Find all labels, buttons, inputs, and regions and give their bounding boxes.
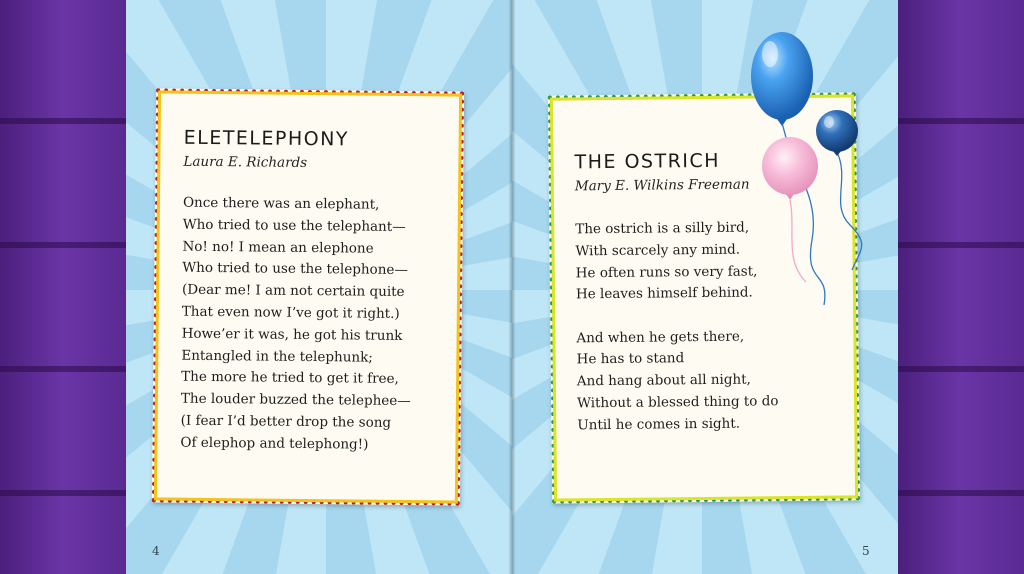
page-number-right: 5: [862, 544, 870, 558]
poem-author: Mary E. Wilkins Freeman: [574, 176, 750, 195]
poem-line: The ostrich is a silly bird,: [575, 219, 750, 238]
poem-line: And when he gets there,: [576, 328, 745, 347]
poem-line: He leaves himself behind.: [575, 284, 753, 303]
poem-title: THE OSTRICH: [574, 149, 721, 174]
poem-line: (I fear I’d better drop the song: [180, 412, 392, 431]
poem-line: With scarcely any mind.: [575, 241, 741, 260]
balloons-illustration: [740, 20, 880, 310]
poem-title: ELETELEPHONY: [183, 126, 350, 151]
balloon-icon: [751, 32, 813, 126]
poem-author: Laura E. Richards: [183, 153, 308, 171]
book-spine: [509, 0, 515, 574]
poem-line: Once there was an elephant,: [182, 194, 380, 213]
poem-line: He has to stand: [576, 350, 685, 368]
poem-line: The louder buzzed the telephee—: [180, 390, 411, 410]
poem-line: Howe’er it was, he got his trunk: [181, 325, 403, 344]
poem-card-eletelephony: [152, 88, 464, 505]
poem-line: Of elephop and telephong!): [180, 434, 369, 453]
page-number-left: 4: [152, 544, 160, 558]
brick-wall-left: [0, 0, 126, 574]
poem-line: No! no! I mean an elephone: [182, 238, 374, 257]
poem-line: Who tried to use the telephant—: [182, 216, 406, 235]
poem-text: [180, 193, 413, 457]
poem-line: Entangled in the telephunk;: [181, 347, 373, 366]
balloon-icon: [762, 137, 818, 200]
poem-line: And hang about all night,: [576, 371, 751, 390]
poem-line: That even now I’ve got it right.): [181, 303, 400, 322]
poem-line: The more he tried to get it free,: [181, 369, 399, 388]
poem-line: Who tried to use the telephone—: [182, 260, 408, 279]
poem-line: Until he comes in sight.: [577, 415, 741, 434]
poem-line: Without a blessed thing to do: [577, 393, 779, 412]
poem-line: He often runs so very fast,: [575, 263, 758, 281]
balloon-icon: [816, 110, 858, 156]
poem-line: (Dear me! I am not certain quite: [181, 281, 405, 301]
brick-wall-right: [898, 0, 1024, 574]
